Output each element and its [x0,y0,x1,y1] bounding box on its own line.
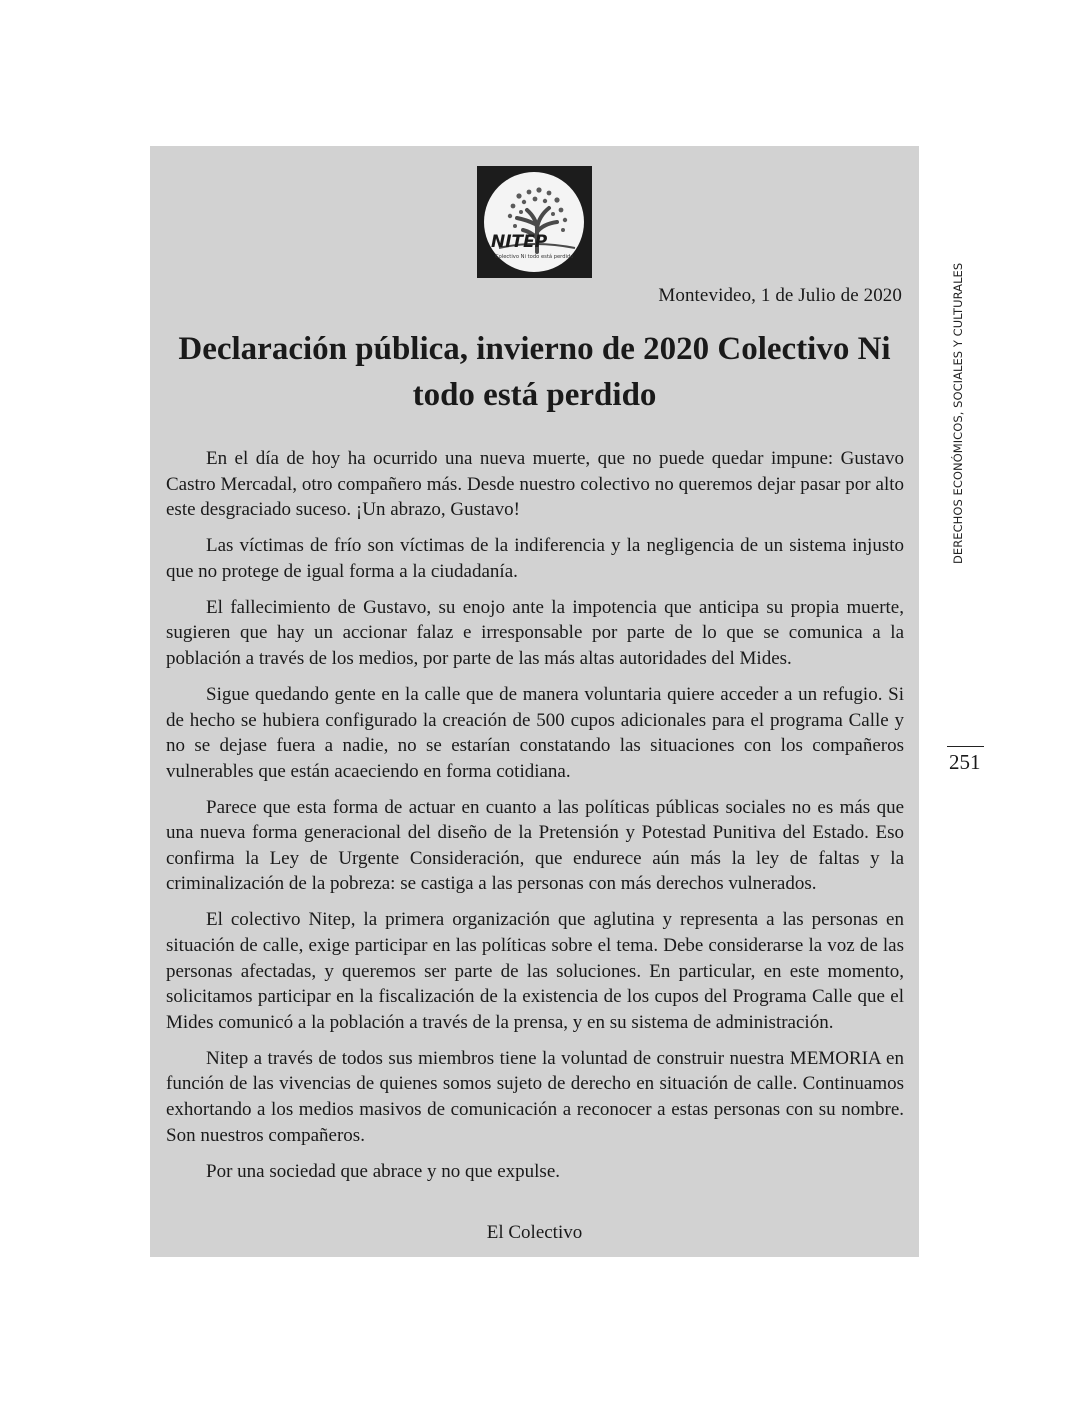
declaration-box [150,146,919,1257]
declaration-title: Declaración pública, invierno de 2020 Colectivo Ni todo está perdido [178,331,891,413]
declaration-body [166,446,904,1195]
page-number-rule [947,746,984,747]
paragraph: Parece que esta forma de actuar en cuanto a las políticas públicas sociales no es más que una nueva forma generacional del diseño de la Pretensión y Potestad Punitiva del Estado. Eso confirma la Ley de Urgente Consideración, que endurece aún más la ley de faltas y la criminalización de la pobreza: se castiga a las personas con más derechos vulnerados. [166,796,904,895]
logo-brand-text: NITEP [491,232,548,252]
paragraph: Las víctimas de frío son víctimas de la indiferencia y la negligencia de un sistema injusto que no protege de igual forma a la ciudadanía. [166,535,904,582]
paragraph: En el día de hoy ha ocurrido una nueva muerte, que no puede quedar impune: Gustavo Castro Mercadal, otro compañero más. Desde nuestro colectivo no queremos dejar pasar por alto este desgraciado suceso. ¡Un abrazo, Gustavo! [166,448,904,521]
paragraph: Nitep a través de todos sus miembros tiene la voluntad de construir nuestra MEMORIA en función de las vivencias de quienes somos sujeto de derecho en situación de calle. Continuamos exhortando a los medios masivos de comunicación a reconocer a estas personas con su nombre. Son nuestros compañeros. [166,1047,904,1146]
paragraph: El fallecimiento de Gustavo, su enojo ante la impotencia que anticipa su propia muerte, sugieren que hay un accionar falaz e irresponsable por parte de lo que se comunica a la población a través de los medios, por parte de las más altas autoridades del Mides. [166,596,904,669]
signature: El Colectivo [486,1222,583,1243]
logo-tagline: Colectivo Ni todo está perdido [495,254,574,260]
paragraph: El colectivo Nitep, la primera organización que aglutina y representa a las personas en situación de calle, exige participar en las políticas sobre el tema. Debe considerarse la voz de las personas afectadas, y queremos ser parte de las soluciones. En particular, en este momento, solicitamos participar en la fiscalización de la existencia de los cupos del Programa Calle que el Mides comunicó a la población a través de la prensa, y en su sistema de administración. [166,909,904,1033]
paragraph: Sigue quedando gente en la calle que de manera voluntaria quiere acceder a un refugio. Si de hecho se hubiera configurado la creación de 500 cupos adicionales para el programa Calle y no se dejase fuera a nadie, no se estarían constatando las situaciones con los compañeros vulnerables que están acaeciendo en forma cotidiana. [166,683,904,782]
date-line: Montevideo, 1 de Julio de 2020 [658,285,902,306]
running-header: DERECHOS ECONÓMICOS, SOCIALES Y CULTURALES [951,262,965,564]
page-number: 251 [949,750,981,774]
tree-icon [477,166,592,278]
paragraph: Por una sociedad que abrace y no que expulse. [206,1160,561,1182]
nitep-logo [477,166,592,278]
